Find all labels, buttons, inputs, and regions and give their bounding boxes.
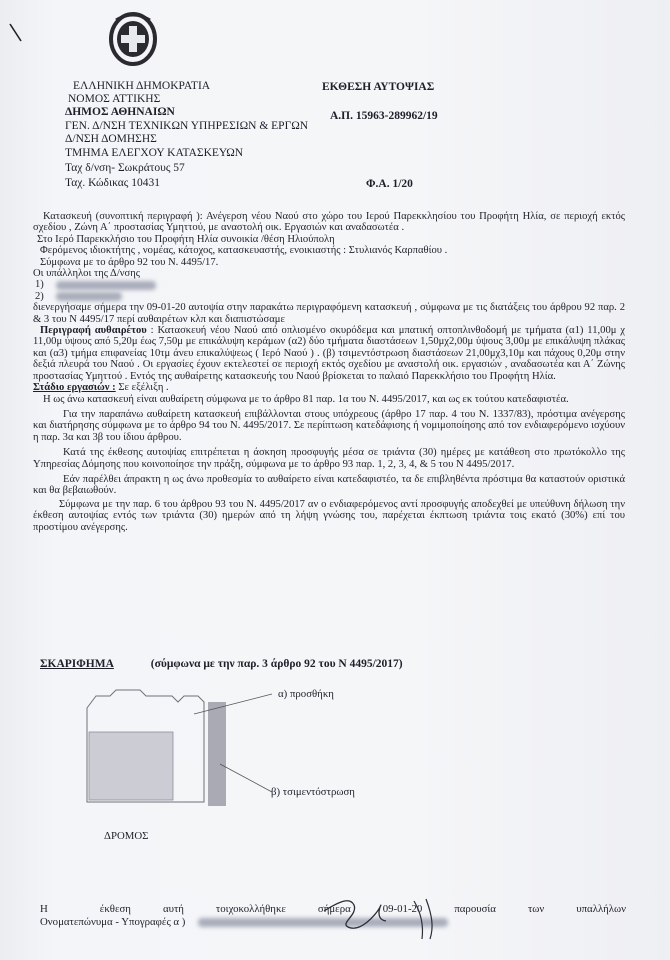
deadline-paragraph: Εάν παρέλθει άπρακτη η ως άνω προθεσμία το αυθαίρετο είναι κατεδαφιστέο, τα δε επιβληθέντα πρόστιμα θα καταστούν οριστικά και θα βεβαιωθούν.: [33, 473, 625, 497]
posting-date: 09-01-20: [382, 903, 423, 915]
posting-line: Η έκθεση αυτή τοιχοκολλήθηκε σήμερα 09-01-20 παρουσία των υπαλλήλων: [40, 903, 626, 915]
signatures-line: Ονοματεπώνυμα - Υπογραφές α ): [40, 916, 448, 928]
cement-strip: [208, 702, 226, 806]
appeal-paragraph: Κατά της έκθεσης αυτοψίας επιτρέπεται η άσκηση προσφυγής μέσα σε τριάντα (30) ημέρες με κατάθεση στο πρωτόκολλο της Υπηρεσίας Δόμησης που κοινοποίησε την πράξη, σύμφωνα με το άρθρο 93 παρ. 1, 2, 3, 4, & 5 του Ν 4495/2017.: [33, 447, 625, 470]
chapel-area: [89, 732, 173, 800]
discount-paragraph: Σύμφωνα με την παρ. 6 του άρθρου 93 του Ν. 4495/2017 αν ο ενδιαφερόμενος αντί προσφυγής αποδεχθεί με υπεύθυνη δήλωση την έκθεση αυτοψίας εντός των τριάντα (30) ημερών από τη λήψη γνώσης του, παρέχεται έκπτωση τριάντα τοις εκατό (30%) επί του προστίμου ανέγερσης.: [33, 498, 625, 533]
header-directorate: ΓΕΝ. Δ/ΝΣΗ ΤΕΧΝΙΚΩΝ ΥΠΗΡΕΣΙΩΝ & ΕΡΓΩΝ: [65, 120, 309, 132]
header-postcode: Ταχ. Κώδικας 10431: [65, 177, 160, 189]
header-division: Δ/ΝΣΗ ΔΟΜΗΣΗΣ: [65, 133, 157, 145]
law-reference-line: Σύμφωνα με το άρθρο 92 του Ν. 4495/17.: [40, 256, 219, 268]
employees-line: Οι υπάλληλοι της Δ/νσης: [33, 268, 140, 280]
sketch-title: ΣΚΑΡΙΦΗΜΑ: [40, 658, 114, 670]
header-country: ΕΛΛΗΝΙΚΗ ΔΗΜΟΚΡΑΤΙΑ: [73, 80, 211, 92]
header-municipality: ΔΗΜΟΣ ΑΘΗΝΑΙΩΝ: [65, 106, 175, 118]
sketch-subtitle: (σύμφωνα με την παρ. 3 άρθρο 92 του Ν 4495/2017): [150, 658, 403, 670]
header-department: ΤΜΗΜΑ ΕΛΕΓΧΟΥ ΚΑΤΑΣΚΕΥΩΝ: [65, 147, 244, 159]
location-line: Στο Ιερό Παρεκκλήσιο του Προφήτη Ηλία συνοικία /θέση Ηλιούπολη: [37, 233, 335, 245]
sketch-heading: [40, 658, 403, 670]
file-number: Φ.Α. 1/20: [366, 178, 413, 190]
redacted-name-2: [56, 292, 122, 301]
inspection-line: διενεργήσαμε σήμερα την 09-01-20 αυτοψία στην παρακάτω περιγραφόμενη κατασκευή , σύμφωνα με τις διατάξεις του άρθρου 92 παρ. 2 & 3 του Ν 4495/17 περί αυθαιρέτων κλπ και διαπιστώσαμε: [33, 302, 625, 325]
construction-description: Κατασκευή (συνοπτική περιγραφή ): Ανέγερση νέου Ναού στο χώρο του Ιερού Παρεκκλησίου του Προφήτη Ηλία, σε περιοχή εκτός σχεδίου , Ζώνη Α΄ προστασίας Υμηττού, με αναστολή οικ. Εργασιών και αναδασωτέα .: [33, 211, 625, 234]
protocol-number: Α.Π. 15963-289962/19: [330, 110, 438, 122]
redacted-name-1: [56, 281, 156, 290]
employee-1: 1): [33, 279, 625, 290]
label-a-leader: [194, 694, 272, 714]
header-prefecture: ΝΟΜΟΣ ΑΤΤΙΚΗΣ: [68, 93, 161, 105]
road-label: ΔΡΟΜΟΣ: [104, 830, 149, 842]
work-stage-line: Στάδιο εργασιών : Σε εξέλιξη .: [33, 382, 169, 394]
employee-2: 2): [33, 291, 625, 302]
pen-mark: [8, 22, 24, 44]
label-addition: α) προσθήκη: [278, 688, 334, 700]
fines-paragraph: Για την παραπάνω αυθαίρετη κατασκευή επιβάλλονται στους υπόχρεους (άρθρο 17 παρ. 4 του Ν. 1337/83), πρόστιμα ανέγερσης και διατήρησης σύμφωνα με το άρθρο 94 του Ν. 4495/2017. Σε περίπτωση κατεδάφισης ή νομιμοποίησης από τον ενδιαφερόμενο ισχύουν η παρ. 3α και 3β του ίδιου άρθρου.: [33, 408, 625, 443]
label-b-leader: [220, 764, 272, 792]
report-title: ΕΚΘΕΣΗ ΑΥΤΟΨΙΑΣ: [322, 81, 435, 93]
header-address: Ταχ δ/νση- Σωκράτους 57: [65, 162, 185, 174]
handwritten-signature: [320, 893, 460, 943]
owner-line: Φερόμενος ιδιοκτήτης , νομέας, κάτοχος, κατασκευαστής, ενοικιαστής : Στυλιανός Καρπαθίου .: [40, 245, 448, 257]
greek-emblem-icon: [108, 12, 158, 67]
label-cement-paving: β) τσιμεντόστρωση: [271, 786, 355, 798]
document-body: [33, 211, 625, 533]
site-sketch: [80, 680, 310, 830]
verdict-paragraph: Η ως άνω κατασκευή είναι αυθαίρετη σύμφωνα με το άρθρο 81 παρ. 1α του Ν. 4495/2017, και ως εκ τούτου κατεδαφιστέα.: [43, 393, 569, 405]
unauthorized-description: Περιγραφή αυθαιρέτου : Κατασκευή νέου Ναού από οπλισμένο σκυρόδεμα και μπατική οπτοπλινθοδομή με τμήματα (α1) 11,00μ χ 11,00μ ύψους από 5,20μ έως 7,50μ με επικάλυψη κεράμων (α2) δύο τμήματα διαστάσεων 1,50μχ2,00μ ύψους 3,00μ με επικάλυψη πλάκας και (α3) τμήμα επιφανείας 10τμ άνευ επικαλύψεως ( Ιερό Ναού ) . (β) τσιμεντόστρωση διαστάσεων 21,00μχ3,10μ και πάχους 0,20μ στην δεξιά πλευρά του Ναού . Οι εργασίες έχουν εκτελεστεί σε περιοχή εκτός σχεδίου με αναστολή οικ. εργασιών , αναδασωτέα και Α΄ Ζώνης προστασίας Υμηττού . Εντός της αυθαίρετης κατασκευής του Ναού βρίσκεται το παλαιό Παρεκκλήσιο του Προφήτη Ηλία.: [33, 325, 625, 382]
